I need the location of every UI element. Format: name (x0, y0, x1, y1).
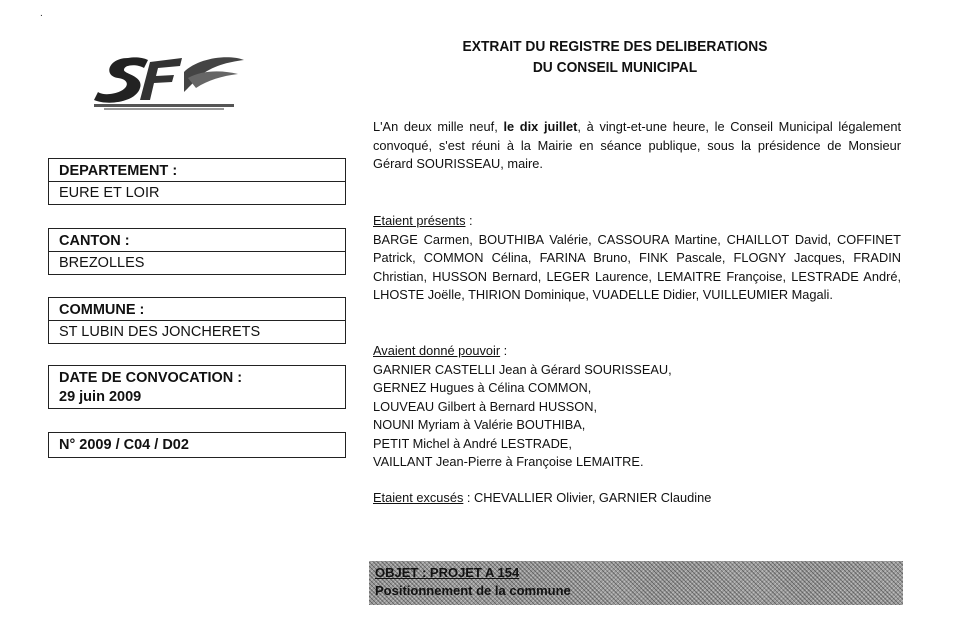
pouvoir-line: NOUNI Myriam à Valérie BOUTHIBA, (373, 417, 586, 432)
pouvoir-line: PETIT Michel à André LESTRADE, (373, 435, 572, 451)
objet-title: OBJET : PROJET A 154 (375, 565, 520, 580)
presents-label: Etaient présents (373, 213, 466, 228)
convocation-value: 29 juin 2009 (59, 389, 142, 405)
convocation-label: DATE DE CONVOCATION : (59, 370, 243, 386)
canton-value: BREZOLLES (49, 251, 345, 274)
presents-list: BARGE Carmen, BOUTHIBA Valérie, CASSOURA Martine, CHAILLOT David, COFFINET Patrick, COMMON Célina, FARINA Bruno, FINK Pascale, FLOGNY Jacques, FRADIN Christian, HUSSON Bernard, LEGER Laurence, LEMAITRE Françoise, LESTRADE André, LHOSTE Joëlle, THIRION Dominique, VUADELLE Didier, VUILLEUMIER Magali. (373, 231, 901, 302)
pouvoirs-label: Avaient donné pouvoir (373, 343, 501, 358)
title-line-1: EXTRAIT DU REGISTRE DES DELIBERATIONS (462, 38, 768, 55)
canton-label: CANTON : (59, 233, 130, 249)
commune-value: ST LUBIN DES JONCHERETS (49, 320, 345, 343)
excuses-list: : CHEVALLIER Olivier, GARNIER Claudine (463, 490, 712, 505)
pouvoirs-colon: : (500, 343, 508, 358)
numero-box (48, 432, 346, 458)
title-line-2: DU CONSEIL MUNICIPAL (532, 59, 698, 76)
intro-paragraph (373, 118, 901, 174)
pouvoir-line: LOUVEAU Gilbert à Bernard HUSSON, (373, 398, 598, 414)
intro-text-1: L'An deux mille neuf, (373, 119, 504, 134)
logo-emblem (88, 48, 248, 112)
pouvoir-line: GERNEZ Hugues à Célina COMMON, (373, 380, 592, 395)
convocation-box (48, 365, 346, 409)
departement-box (48, 158, 346, 205)
objet-subject: Positionnement de la commune (375, 583, 571, 598)
canton-box (48, 228, 346, 275)
excuses-label: Etaient excusés (373, 490, 464, 505)
numero-label: N° 2009 / C04 / D02 (59, 437, 189, 453)
pouvoir-line: GARNIER CASTELLI Jean à Gérard SOURISSEAU, (373, 361, 672, 377)
pouvoir-line: VAILLANT Jean-Pierre à Françoise LEMAITRE. (373, 454, 644, 469)
presents-colon: : (465, 213, 473, 228)
intro-date: le dix juillet (503, 119, 578, 134)
departement-value: EURE ET LOIR (49, 181, 345, 204)
objet-banner (369, 561, 903, 605)
intro-text-2: , à vingt-et-une heure, le Conseil Municipal légalement convoqué, s'est réuni à la Mairie en séance publique, sous la présidence de Monsieur Gérard SOURISSEAU, maire. (373, 119, 901, 171)
document-title (436, 36, 795, 78)
commune-box (48, 297, 346, 344)
pouvoirs-section (373, 342, 901, 472)
scan-mark: . (40, 8, 43, 19)
commune-label: COMMUNE : (59, 302, 145, 318)
excuses-section (373, 489, 901, 508)
presents-section (373, 212, 901, 305)
departement-label: DEPARTEMENT : (59, 163, 178, 179)
